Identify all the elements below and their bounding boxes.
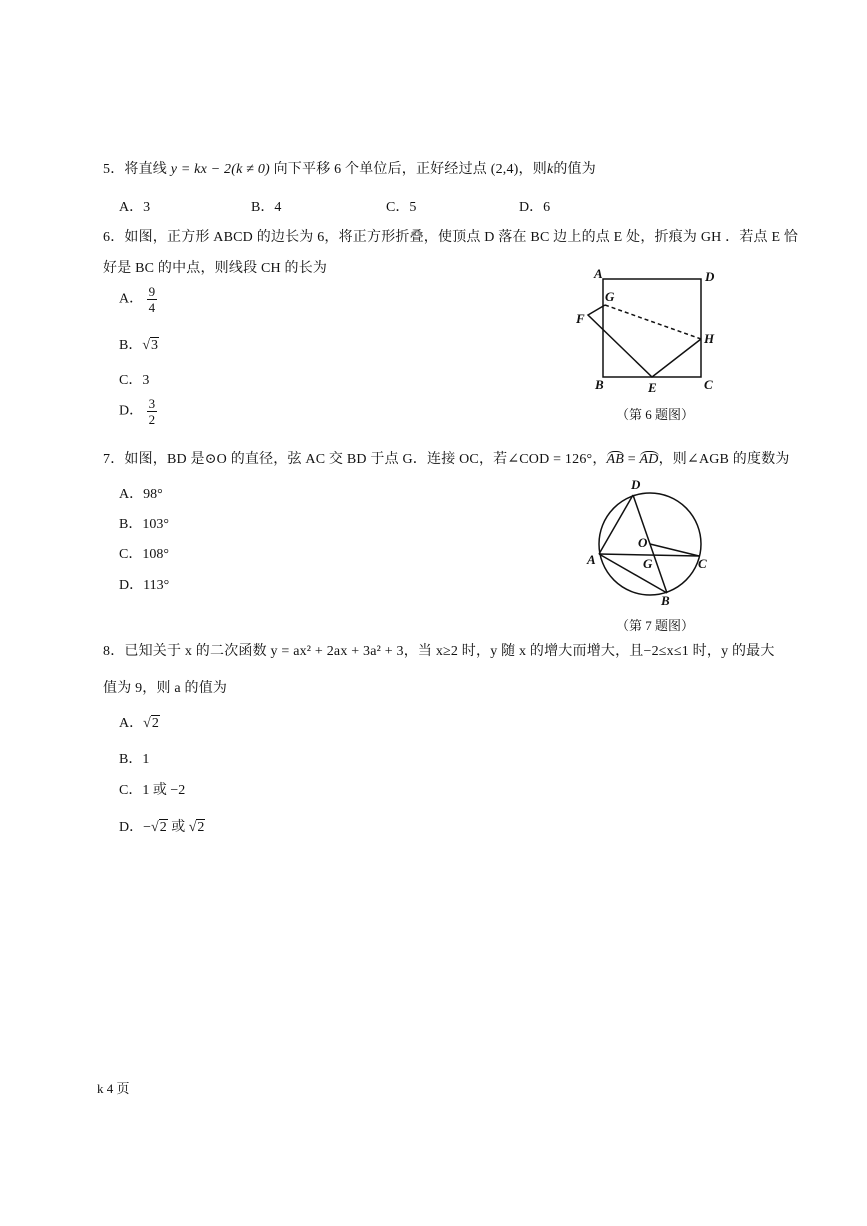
label-a: A bbox=[594, 266, 603, 281]
chord-ad bbox=[599, 495, 633, 554]
q6-option-c: C．3 bbox=[119, 373, 150, 388]
q5-stem: 5．将直线 y = kx − 2(k ≠ 0) 向下平移 6 个单位后，正好经过点 (2,4)，则k的值为 bbox=[103, 162, 596, 177]
q8-option-d: D．−√2 或 √2 bbox=[119, 820, 205, 835]
label-c: C bbox=[704, 377, 713, 392]
label-h: H bbox=[704, 331, 715, 346]
q6-figure bbox=[570, 265, 720, 425]
q7-option-d: D．113° bbox=[119, 578, 170, 593]
label-o: O bbox=[638, 535, 648, 550]
q7-option-b: B．103° bbox=[119, 517, 169, 532]
label-b: B bbox=[661, 593, 670, 608]
label-b: B bbox=[595, 377, 604, 392]
label-a: A bbox=[587, 552, 596, 567]
q6-stem-line2: 好是 BC 的中点，则线段 CH 的长为 bbox=[103, 261, 328, 276]
label-c: C bbox=[698, 556, 707, 571]
label-f: F bbox=[576, 311, 585, 326]
q5-option-a: A．3 bbox=[119, 200, 151, 215]
label-g: G bbox=[605, 289, 615, 304]
square-abcd bbox=[603, 279, 701, 377]
segment-oc bbox=[650, 544, 699, 556]
q7-caption: （第 7 题图） bbox=[616, 618, 695, 633]
q5-option-c: C．5 bbox=[386, 200, 417, 215]
q8-stem-line2: 值为 9，则 a 的值为 bbox=[103, 681, 228, 696]
q7-stem: 7．如图，BD 是⊙O 的直径，弦 AC 交 BD 于点 G．连接 OC，若∠COD = 126°，AB = AD，则∠AGB 的度数为 bbox=[103, 452, 790, 467]
label-e: E bbox=[648, 380, 657, 395]
q5-option-b: B．4 bbox=[251, 200, 282, 215]
q7-option-a: A．98° bbox=[119, 487, 163, 502]
crease-gh bbox=[605, 305, 701, 339]
q8-option-a: A．√2 bbox=[119, 716, 159, 731]
q8-stem-line1: 8．已知关于 x 的二次函数 y = ax² + 2ax + 3a² + 3，当 x≥2 时，y 随 x 的增大而增大，且−2≤x≤1 时，y 的最大 bbox=[103, 644, 775, 659]
q5-option-d: D．6 bbox=[519, 200, 551, 215]
label-d: D bbox=[631, 477, 641, 492]
q6-option-d: D． $\frac{3}{2}$ bbox=[119, 396, 156, 427]
q8-option-c: C．1 或 −2 bbox=[119, 783, 186, 798]
q6-stem-line1: 6．如图，正方形 ABCD 的边长为 6，将正方形折叠，使顶点 D 落在 BC 边上的点 E 处，折痕为 GH ．若点 E 恰 bbox=[103, 230, 799, 245]
q7-figure bbox=[585, 472, 715, 612]
folded-edges bbox=[588, 305, 701, 377]
q6-caption: （第 6 题图） bbox=[616, 407, 695, 422]
q6-option-a: A． $\frac{9}{4}$ bbox=[119, 284, 156, 315]
q8-option-b: B．1 bbox=[119, 752, 150, 767]
page-footer: k 4 页 bbox=[97, 1081, 130, 1096]
q7-option-c: C．108° bbox=[119, 547, 169, 562]
label-d: D bbox=[705, 269, 715, 284]
q6-option-b: B．√3 bbox=[119, 338, 159, 353]
label-g: G bbox=[643, 556, 653, 571]
